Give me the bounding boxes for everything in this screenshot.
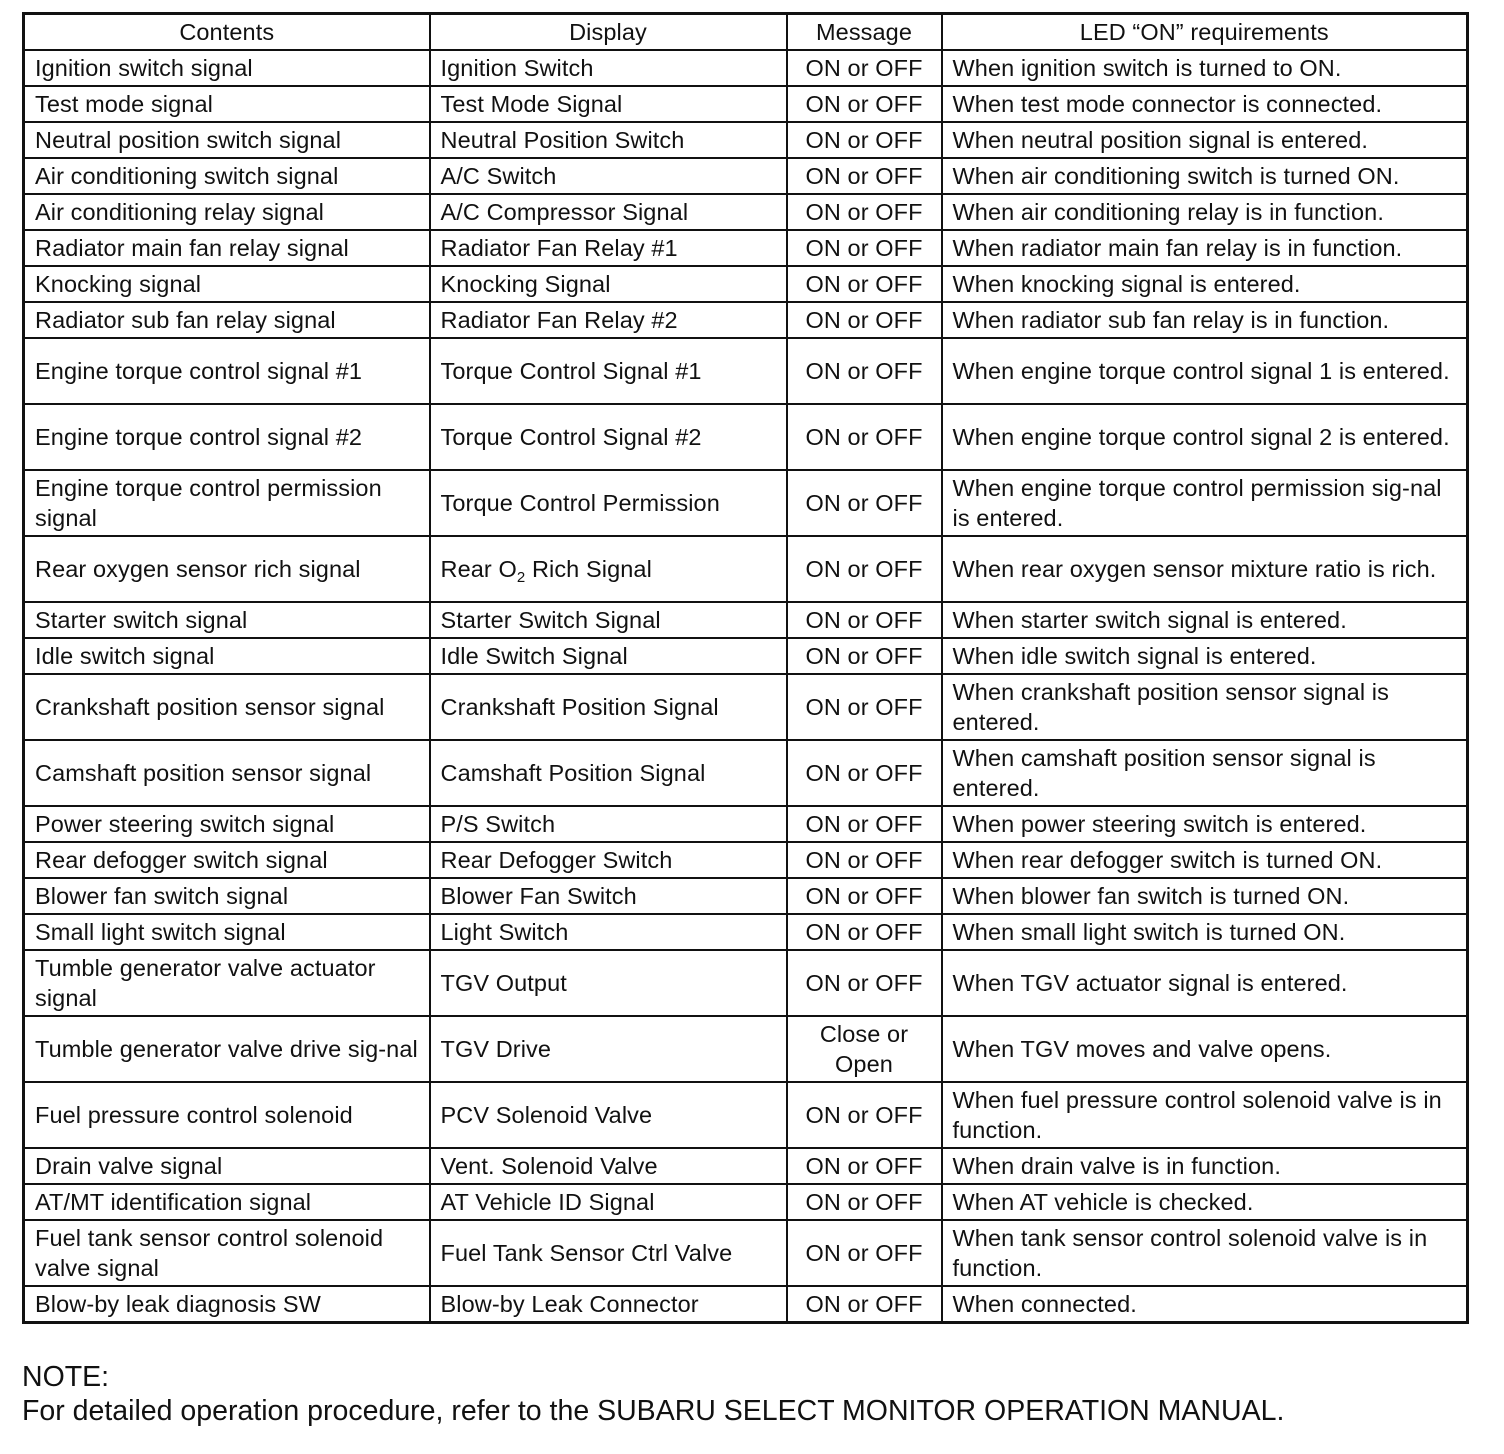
cell-display: Torque Control Permission: [430, 470, 787, 536]
cell-message: ON or OFF: [787, 806, 942, 842]
cell-message: ON or OFF: [787, 230, 942, 266]
cell-led-requirement: When ignition switch is turned to ON.: [942, 50, 1468, 86]
cell-led-requirement: When rear defogger switch is turned ON.: [942, 842, 1468, 878]
cell-contents: Air conditioning relay signal: [24, 194, 430, 230]
cell-contents: Power steering switch signal: [24, 806, 430, 842]
cell-display: Idle Switch Signal: [430, 638, 787, 674]
cell-contents: Tumble generator valve actuator signal: [24, 950, 430, 1016]
cell-message: ON or OFF: [787, 266, 942, 302]
cell-message: ON or OFF: [787, 338, 942, 404]
header-led-requirements: LED “ON” requirements: [942, 14, 1468, 51]
cell-display: TGV Drive: [430, 1016, 787, 1082]
cell-led-requirement: When tank sensor control solenoid valve is in function.: [942, 1220, 1468, 1286]
cell-message: ON or OFF: [787, 914, 942, 950]
cell-contents: Blow-by leak diagnosis SW: [24, 1286, 430, 1323]
cell-contents: Engine torque control signal #1: [24, 338, 430, 404]
cell-led-requirement: When air conditioning switch is turned ON.: [942, 158, 1468, 194]
cell-display: Rear Defogger Switch: [430, 842, 787, 878]
cell-display: Light Switch: [430, 914, 787, 950]
cell-message: ON or OFF: [787, 842, 942, 878]
cell-message: ON or OFF: [787, 536, 942, 602]
cell-display: Starter Switch Signal: [430, 602, 787, 638]
cell-display: Ignition Switch: [430, 50, 787, 86]
cell-contents: Rear defogger switch signal: [24, 842, 430, 878]
cell-message: ON or OFF: [787, 1082, 942, 1148]
cell-display: Blower Fan Switch: [430, 878, 787, 914]
cell-display: Camshaft Position Signal: [430, 740, 787, 806]
table-row: [24, 806, 1468, 842]
cell-led-requirement: When AT vehicle is checked.: [942, 1184, 1468, 1220]
cell-led-requirement: When connected.: [942, 1286, 1468, 1323]
cell-led-requirement: When neutral position signal is entered.: [942, 122, 1468, 158]
cell-contents: Camshaft position sensor signal: [24, 740, 430, 806]
cell-message: ON or OFF: [787, 404, 942, 470]
cell-led-requirement: When blower fan switch is turned ON.: [942, 878, 1468, 914]
cell-message: Close or Open: [787, 1016, 942, 1082]
table-row: [24, 302, 1468, 338]
table-row: [24, 950, 1468, 1016]
table-row: [24, 338, 1468, 404]
cell-led-requirement: When camshaft position sensor signal is entered.: [942, 740, 1468, 806]
cell-led-requirement: When engine torque control signal 2 is entered.: [942, 404, 1468, 470]
cell-led-requirement: When small light switch is turned ON.: [942, 914, 1468, 950]
table-row: [24, 1286, 1468, 1323]
cell-message: ON or OFF: [787, 740, 942, 806]
table-row: [24, 86, 1468, 122]
note-label: NOTE:: [22, 1361, 110, 1393]
cell-contents: Air conditioning switch signal: [24, 158, 430, 194]
table-row: [24, 914, 1468, 950]
cell-led-requirement: When test mode connector is connected.: [942, 86, 1468, 122]
table-row: [24, 50, 1468, 86]
cell-contents: Drain valve signal: [24, 1148, 430, 1184]
cell-contents: Radiator main fan relay signal: [24, 230, 430, 266]
table-row: [24, 842, 1468, 878]
cell-message: ON or OFF: [787, 950, 942, 1016]
table-row: [24, 122, 1468, 158]
cell-display: Vent. Solenoid Valve: [430, 1148, 787, 1184]
table-row: [24, 740, 1468, 806]
cell-message: ON or OFF: [787, 122, 942, 158]
cell-contents: Radiator sub fan relay signal: [24, 302, 430, 338]
cell-contents: Fuel tank sensor control solenoid valve signal: [24, 1220, 430, 1286]
cell-display: Blow-by Leak Connector: [430, 1286, 787, 1323]
cell-display: TGV Output: [430, 950, 787, 1016]
cell-message: ON or OFF: [787, 602, 942, 638]
cell-contents: Neutral position switch signal: [24, 122, 430, 158]
cell-led-requirement: When TGV moves and valve opens.: [942, 1016, 1468, 1082]
header-contents: Contents: [24, 14, 430, 51]
table-row: [24, 266, 1468, 302]
cell-led-requirement: When power steering switch is entered.: [942, 806, 1468, 842]
cell-contents: Crankshaft position sensor signal: [24, 674, 430, 740]
cell-message: ON or OFF: [787, 1286, 942, 1323]
cell-display: Knocking Signal: [430, 266, 787, 302]
table-row: [24, 1082, 1468, 1148]
cell-message: ON or OFF: [787, 50, 942, 86]
cell-contents: Engine torque control signal #2: [24, 404, 430, 470]
cell-contents: Fuel pressure control solenoid: [24, 1082, 430, 1148]
cell-message: ON or OFF: [787, 1220, 942, 1286]
table-row: [24, 602, 1468, 638]
signal-table: [22, 12, 1469, 1324]
cell-message: ON or OFF: [787, 674, 942, 740]
cell-led-requirement: When rear oxygen sensor mixture ratio is rich.: [942, 536, 1468, 602]
table-row: [24, 536, 1468, 602]
cell-message: ON or OFF: [787, 878, 942, 914]
cell-display: Crankshaft Position Signal: [430, 674, 787, 740]
cell-led-requirement: When engine torque control permission sig-nal is entered.: [942, 470, 1468, 536]
table-row: [24, 194, 1468, 230]
table-row: [24, 1148, 1468, 1184]
cell-led-requirement: When fuel pressure control solenoid valve is in function.: [942, 1082, 1468, 1148]
cell-display: Test Mode Signal: [430, 86, 787, 122]
table-row: [24, 158, 1468, 194]
table-row: [24, 404, 1468, 470]
cell-contents: Starter switch signal: [24, 602, 430, 638]
cell-contents: Test mode signal: [24, 86, 430, 122]
cell-message: ON or OFF: [787, 1184, 942, 1220]
cell-led-requirement: When idle switch signal is entered.: [942, 638, 1468, 674]
note-text: For detailed operation procedure, refer to the SUBARU SELECT MONITOR OPERATION MANUAL.: [22, 1395, 1285, 1427]
cell-message: ON or OFF: [787, 470, 942, 536]
cell-led-requirement: When air conditioning relay is in function.: [942, 194, 1468, 230]
cell-display: PCV Solenoid Valve: [430, 1082, 787, 1148]
cell-contents: Small light switch signal: [24, 914, 430, 950]
cell-message: ON or OFF: [787, 194, 942, 230]
header-message: Message: [787, 14, 942, 51]
table-body: [24, 50, 1468, 1323]
cell-led-requirement: When crankshaft position sensor signal is entered.: [942, 674, 1468, 740]
cell-display: Rear $O_2$ Rich Signal: [430, 536, 787, 602]
cell-led-requirement: When starter switch signal is entered.: [942, 602, 1468, 638]
cell-contents: AT/MT identification signal: [24, 1184, 430, 1220]
cell-contents: Blower fan switch signal: [24, 878, 430, 914]
cell-display: A/C Switch: [430, 158, 787, 194]
cell-led-requirement: When TGV actuator signal is entered.: [942, 950, 1468, 1016]
cell-led-requirement: When drain valve is in function.: [942, 1148, 1468, 1184]
table-row: [24, 1184, 1468, 1220]
cell-contents: Ignition switch signal: [24, 50, 430, 86]
cell-display: Torque Control Signal #2: [430, 404, 787, 470]
cell-led-requirement: When engine torque control signal 1 is entered.: [942, 338, 1468, 404]
table-row: [24, 1016, 1468, 1082]
table-row: [24, 674, 1468, 740]
cell-display: Torque Control Signal #1: [430, 338, 787, 404]
cell-display: Radiator Fan Relay #1: [430, 230, 787, 266]
table-row: [24, 878, 1468, 914]
cell-display: Fuel Tank Sensor Ctrl Valve: [430, 1220, 787, 1286]
cell-contents: Knocking signal: [24, 266, 430, 302]
cell-display: P/S Switch: [430, 806, 787, 842]
note-block: [22, 1360, 1284, 1428]
table-header-row: [24, 14, 1468, 51]
cell-contents: Idle switch signal: [24, 638, 430, 674]
cell-contents: Engine torque control permission signal: [24, 470, 430, 536]
cell-message: ON or OFF: [787, 158, 942, 194]
cell-display: Neutral Position Switch: [430, 122, 787, 158]
table-row: [24, 470, 1468, 536]
cell-display: A/C Compressor Signal: [430, 194, 787, 230]
cell-message: ON or OFF: [787, 1148, 942, 1184]
cell-contents: Tumble generator valve drive sig-nal: [24, 1016, 430, 1082]
cell-message: ON or OFF: [787, 638, 942, 674]
cell-led-requirement: When radiator sub fan relay is in function.: [942, 302, 1468, 338]
cell-message: ON or OFF: [787, 86, 942, 122]
table-row: [24, 638, 1468, 674]
cell-led-requirement: When radiator main fan relay is in function.: [942, 230, 1468, 266]
cell-led-requirement: When knocking signal is entered.: [942, 266, 1468, 302]
cell-message: ON or OFF: [787, 302, 942, 338]
table-row: [24, 1220, 1468, 1286]
cell-display: Radiator Fan Relay #2: [430, 302, 787, 338]
spec-sheet: [22, 12, 1466, 1324]
table-row: [24, 230, 1468, 266]
header-display: Display: [430, 14, 787, 51]
cell-display: AT Vehicle ID Signal: [430, 1184, 787, 1220]
cell-contents: Rear oxygen sensor rich signal: [24, 536, 430, 602]
